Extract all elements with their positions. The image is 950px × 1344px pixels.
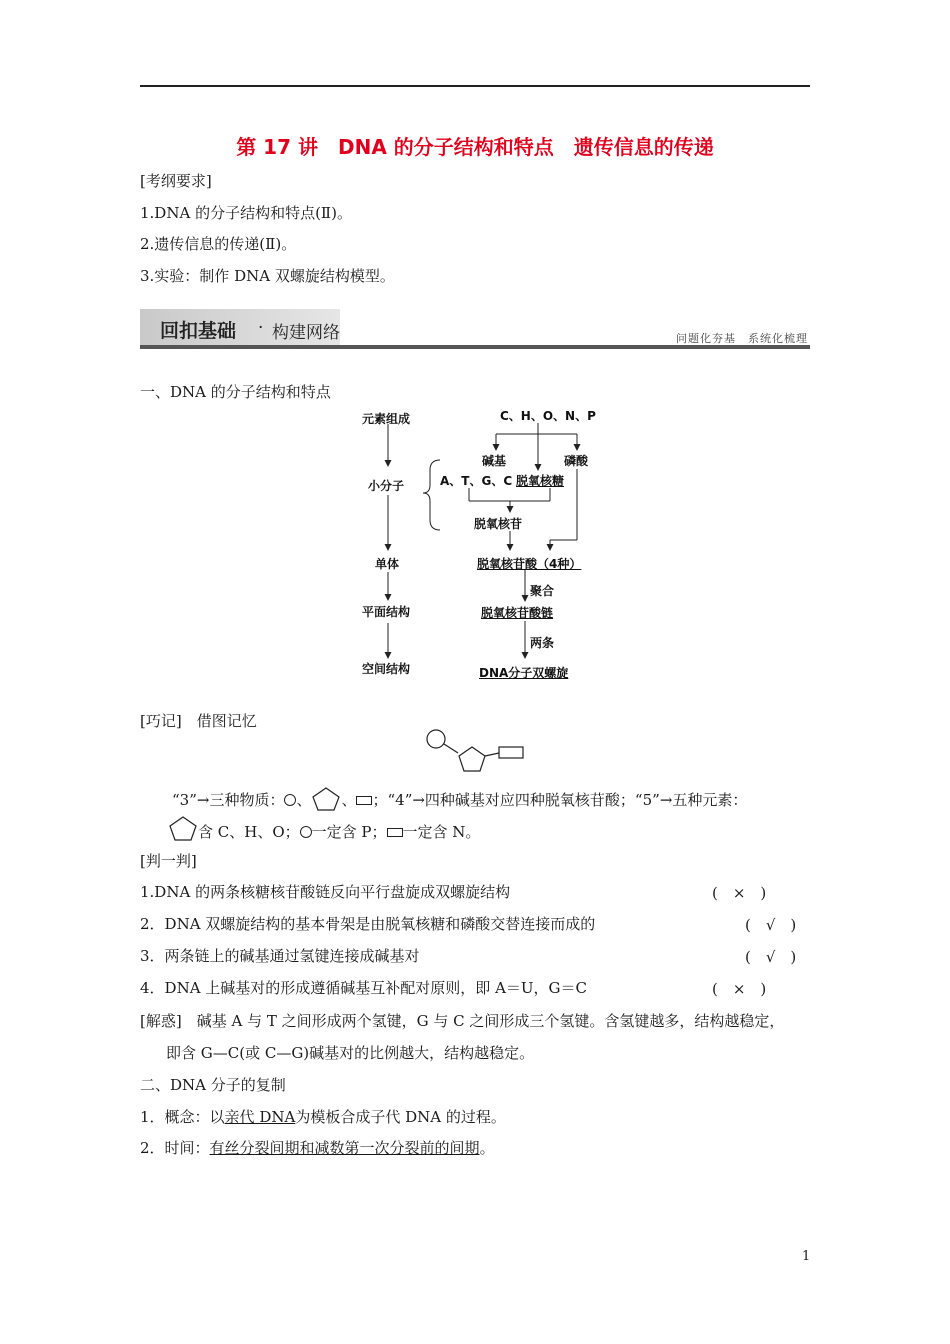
banner-right-text: 问题化夯基 系统化梳理	[676, 332, 808, 345]
flow-left-label: 元素组成	[362, 412, 411, 426]
page-title: 第 17 讲 DNA 的分子结构和特点 遗传信息的传递	[236, 135, 714, 159]
flow-polymerize: 聚合	[530, 584, 555, 598]
flow-helix: DNA分子双螺旋	[479, 666, 569, 680]
judge-item: 2．DNA 双螺旋结构的基本骨架是由脱氧核糖和磷酸交替连接而成的	[140, 915, 596, 933]
top-rule	[140, 85, 810, 87]
judge-label: [判一判]	[140, 852, 197, 870]
requirements-label: [考纲要求]	[140, 172, 212, 190]
flow-elements: C、H、O、N、P	[500, 409, 596, 423]
page-number: 1	[802, 1249, 811, 1264]
judge-mark: ( √ )	[745, 948, 797, 966]
memory-label: [巧记] 借图记忆	[140, 712, 257, 730]
pentagon-sugar-icon	[459, 747, 485, 771]
memory-line-1: “3”→三种物质： 、 、 ；“4”→四种碱基对应四种脱氧核苷酸；“5”→五种元素：	[172, 787, 747, 811]
circle-icon	[284, 794, 296, 806]
nucleotide-diagram	[424, 726, 526, 774]
brace-icon	[423, 460, 440, 530]
banner-title: 回扣基础	[160, 320, 237, 342]
circle-icon	[300, 826, 312, 838]
flow-chain: 脱氧核苷酸链	[481, 606, 554, 620]
judge-mark: ( × )	[712, 884, 767, 902]
flow-two: 两条	[530, 636, 555, 650]
judge-mark: ( × )	[712, 980, 767, 998]
flow-left-label: 小分子	[368, 479, 405, 493]
requirement-item: 3.实验：制作 DNA 双螺旋结构模型。	[140, 267, 395, 285]
requirement-item: 1.DNA 的分子结构和特点(Ⅱ)。	[140, 204, 352, 222]
banner-dot: ·	[258, 318, 264, 338]
flow-phosphate: 磷酸	[564, 454, 589, 468]
judge-item: 1.DNA 的两条核糖核苷酸链反向平行盘旋成双螺旋结构	[140, 883, 511, 901]
requirement-item: 2.遗传信息的传递(Ⅱ)。	[140, 235, 297, 253]
flow-base: 碱基	[482, 454, 507, 468]
pentagon-icon	[168, 816, 198, 842]
rectangle-icon	[387, 828, 403, 837]
explain-line: 即含 G—C(或 C—G)碱基对的比例越大，结构越稳定。	[166, 1044, 535, 1062]
banner-subtitle: 构建网络	[272, 323, 340, 343]
pentagon-icon	[311, 787, 341, 811]
flow-left-label: 平面结构	[362, 605, 411, 619]
judge-item: 4．DNA 上碱基对的形成遵循碱基互补配对原则，即 A＝U，G＝C	[140, 979, 587, 997]
flow-sugar: 脱氧核糖	[516, 474, 565, 488]
flow-left-label: 单体	[375, 557, 400, 571]
memory-line-2: 含 C、H、O； 一定含 P； 一定含 N。	[168, 816, 480, 842]
rectangle-icon	[356, 796, 372, 805]
judge-mark: ( √ )	[745, 916, 797, 934]
section-banner	[140, 309, 810, 349]
flow-bases: A、T、G、C	[440, 474, 513, 488]
phosphate-circle-icon	[427, 730, 445, 748]
concept-line: 1．概念：以亲代 DNA为模板合成子代 DNA 的过程。	[140, 1108, 506, 1126]
explain-line: [解惑] 碱基 A 与 T 之间形成两个氢键，G 与 C 之间形成三个氢键。含氢键越多，结构越稳定，	[140, 1012, 785, 1030]
base-rectangle-icon	[499, 747, 523, 758]
time-line: 2．时间：有丝分裂间期和减数第一次分裂前的间期。	[140, 1139, 495, 1157]
flow-nucleotide: 脱氧核苷酸（4种）	[477, 557, 582, 571]
section-heading-2: 二、DNA 分子的复制	[140, 1076, 286, 1094]
dna-structure-flowchart	[350, 400, 610, 685]
flow-nucleoside: 脱氧核苷	[474, 517, 523, 531]
flow-left-label: 空间结构	[362, 662, 411, 676]
judge-item: 3．两条链上的碱基通过氢键连接成碱基对	[140, 947, 420, 965]
section-heading-1: 一、DNA 的分子结构和特点	[140, 383, 331, 401]
